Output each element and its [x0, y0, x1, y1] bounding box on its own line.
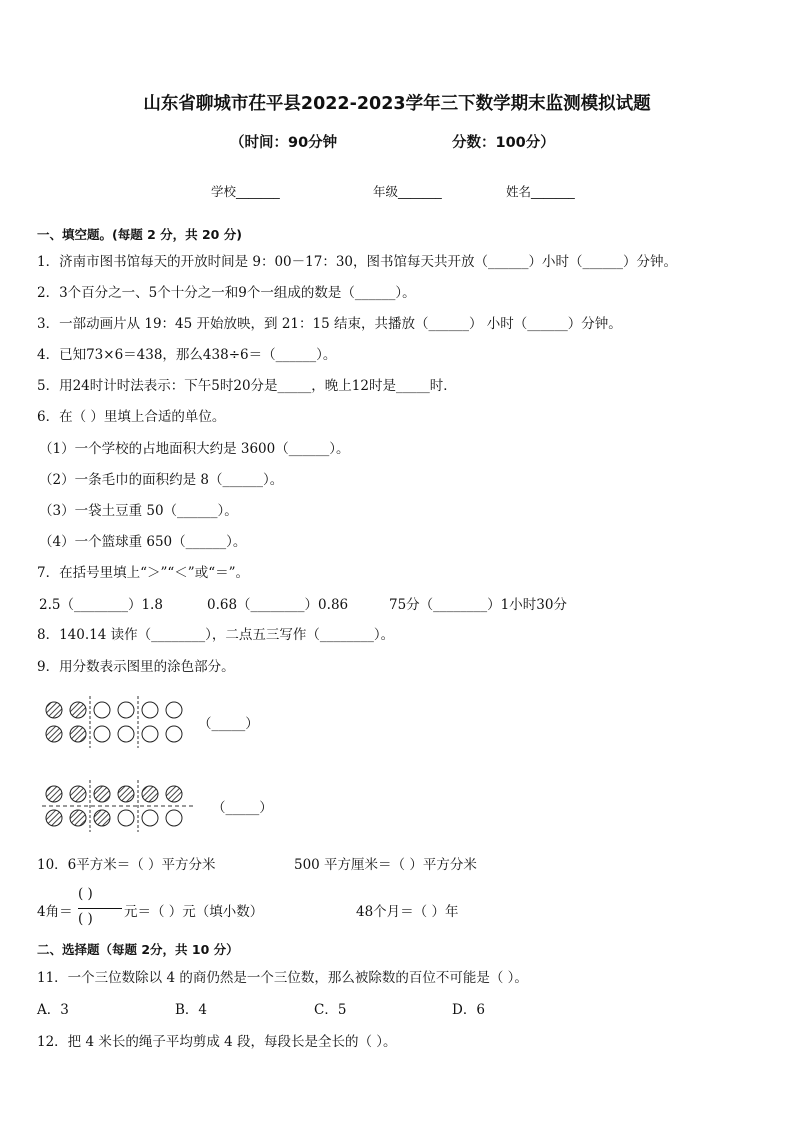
- question-9-blank-2[interactable]: （_____）: [212, 800, 273, 816]
- shaded-circle: [70, 726, 86, 742]
- question-8: 8．140.14 读作（________），二点五三写作（________）。: [37, 627, 395, 643]
- fraction-denominator[interactable]: ( ): [78, 911, 93, 927]
- question-10-c-prefix: 4角＝: [37, 904, 73, 920]
- question-10-a: 10．6平方米＝（ ）平方分米: [37, 857, 216, 873]
- question-6-2: （2）一条毛巾的面积约是 8（______）。: [39, 472, 284, 488]
- empty-circle: [166, 702, 182, 718]
- empty-circle: [142, 726, 158, 742]
- empty-circle: [142, 702, 158, 718]
- shaded-circle: [166, 786, 182, 802]
- shaded-circle: [70, 786, 86, 802]
- grade-field[interactable]: 年级_______: [373, 184, 442, 199]
- section1-heading: 一、填空题。(每题 2 分，共 20 分): [37, 227, 242, 242]
- option-11-a[interactable]: A．3: [37, 1002, 69, 1018]
- exam-time: （时间：90分钟: [230, 135, 338, 151]
- question-4: 4．已知73×6＝438，那么438÷6＝（______）。: [37, 347, 337, 363]
- shaded-circle: [46, 786, 62, 802]
- shaded-circle: [94, 786, 110, 802]
- option-11-c[interactable]: C．5: [314, 1002, 347, 1018]
- school-field[interactable]: 学校_______: [211, 184, 280, 199]
- question-7-c: 75分（________）1小时30分: [389, 597, 567, 613]
- shaded-circle: [46, 702, 62, 718]
- question-9: 9．用分数表示图里的涂色部分。: [37, 659, 235, 675]
- name-field[interactable]: 姓名_______: [506, 184, 575, 199]
- question-6-1: （1）一个学校的占地面积大约是 3600（______）。: [39, 441, 350, 457]
- shaded-circle: [118, 786, 134, 802]
- question-7-a: 2.5（________）1.8: [39, 597, 163, 613]
- option-11-b[interactable]: B．4: [175, 1002, 208, 1018]
- question-10-d: 48个月＝（ ）年: [356, 904, 459, 920]
- question-7-b: 0.68（________）0.86: [207, 597, 349, 613]
- empty-circle: [118, 702, 134, 718]
- shaded-circle: [94, 810, 110, 826]
- exam-score: 分数：100分）: [452, 135, 555, 151]
- shaded-circle: [142, 786, 158, 802]
- empty-circle: [166, 726, 182, 742]
- question-3: 3．一部动画片从 19：45 开始放映，到 21：15 结束，共播放（______） 小时（______）分钟。: [37, 316, 622, 332]
- question-2: 2．3个百分之一、5个十分之一和9个一组成的数是（______）。: [37, 285, 416, 301]
- empty-circle: [94, 726, 110, 742]
- question-6-4: （4）一个篮球重 650（______）。: [39, 534, 247, 550]
- question-10-b: 500 平方厘米＝（ ）平方分米: [294, 857, 477, 873]
- empty-circle: [118, 726, 134, 742]
- shaded-circle: [70, 810, 86, 826]
- question-12: 12．把 4 米长的绳子平均剪成 4 段，每段长是全长的（ ）。: [37, 1034, 397, 1050]
- fraction-bar: [78, 908, 122, 909]
- empty-circle: [142, 810, 158, 826]
- empty-circle: [94, 702, 110, 718]
- shaded-circle: [46, 726, 62, 742]
- section2-heading: 二、选择题（每题 2分，共 10 分）: [37, 942, 239, 957]
- question-6: 6．在（ ）里填上合适的单位。: [37, 409, 226, 425]
- shaded-circle: [46, 810, 62, 826]
- empty-circle: [166, 810, 182, 826]
- question-7: 7．在括号里填上“＞”“＜”或“＝”。: [37, 565, 249, 581]
- question-10-c: 元＝（ ）元（填小数）: [124, 904, 264, 920]
- fraction-numerator[interactable]: ( ): [78, 886, 93, 902]
- fraction-figure-2: [40, 780, 200, 834]
- question-11: 11．一个三位数除以 4 的商仍然是一个三位数，那么被除数的百位不可能是（ ）。: [37, 970, 528, 986]
- question-6-3: （3）一袋土豆重 50（______）。: [39, 503, 238, 519]
- fraction-figure-1: [40, 696, 200, 750]
- page-title: 山东省聊城市茌平县2022-2023学年三下数学期末监测模拟试题: [143, 94, 651, 114]
- empty-circle: [118, 810, 134, 826]
- question-5: 5．用24时计时法表示：下午5时20分是_____，晚上12时是_____时．: [37, 378, 457, 394]
- question-9-blank-1[interactable]: （_____）: [198, 716, 259, 732]
- question-1: 1．济南市图书馆每天的开放时间是 9：00－17：30，图书馆每天共开放（______）小时（______）分钟。: [37, 254, 678, 270]
- option-11-d[interactable]: D．6: [452, 1002, 485, 1018]
- shaded-circle: [70, 702, 86, 718]
